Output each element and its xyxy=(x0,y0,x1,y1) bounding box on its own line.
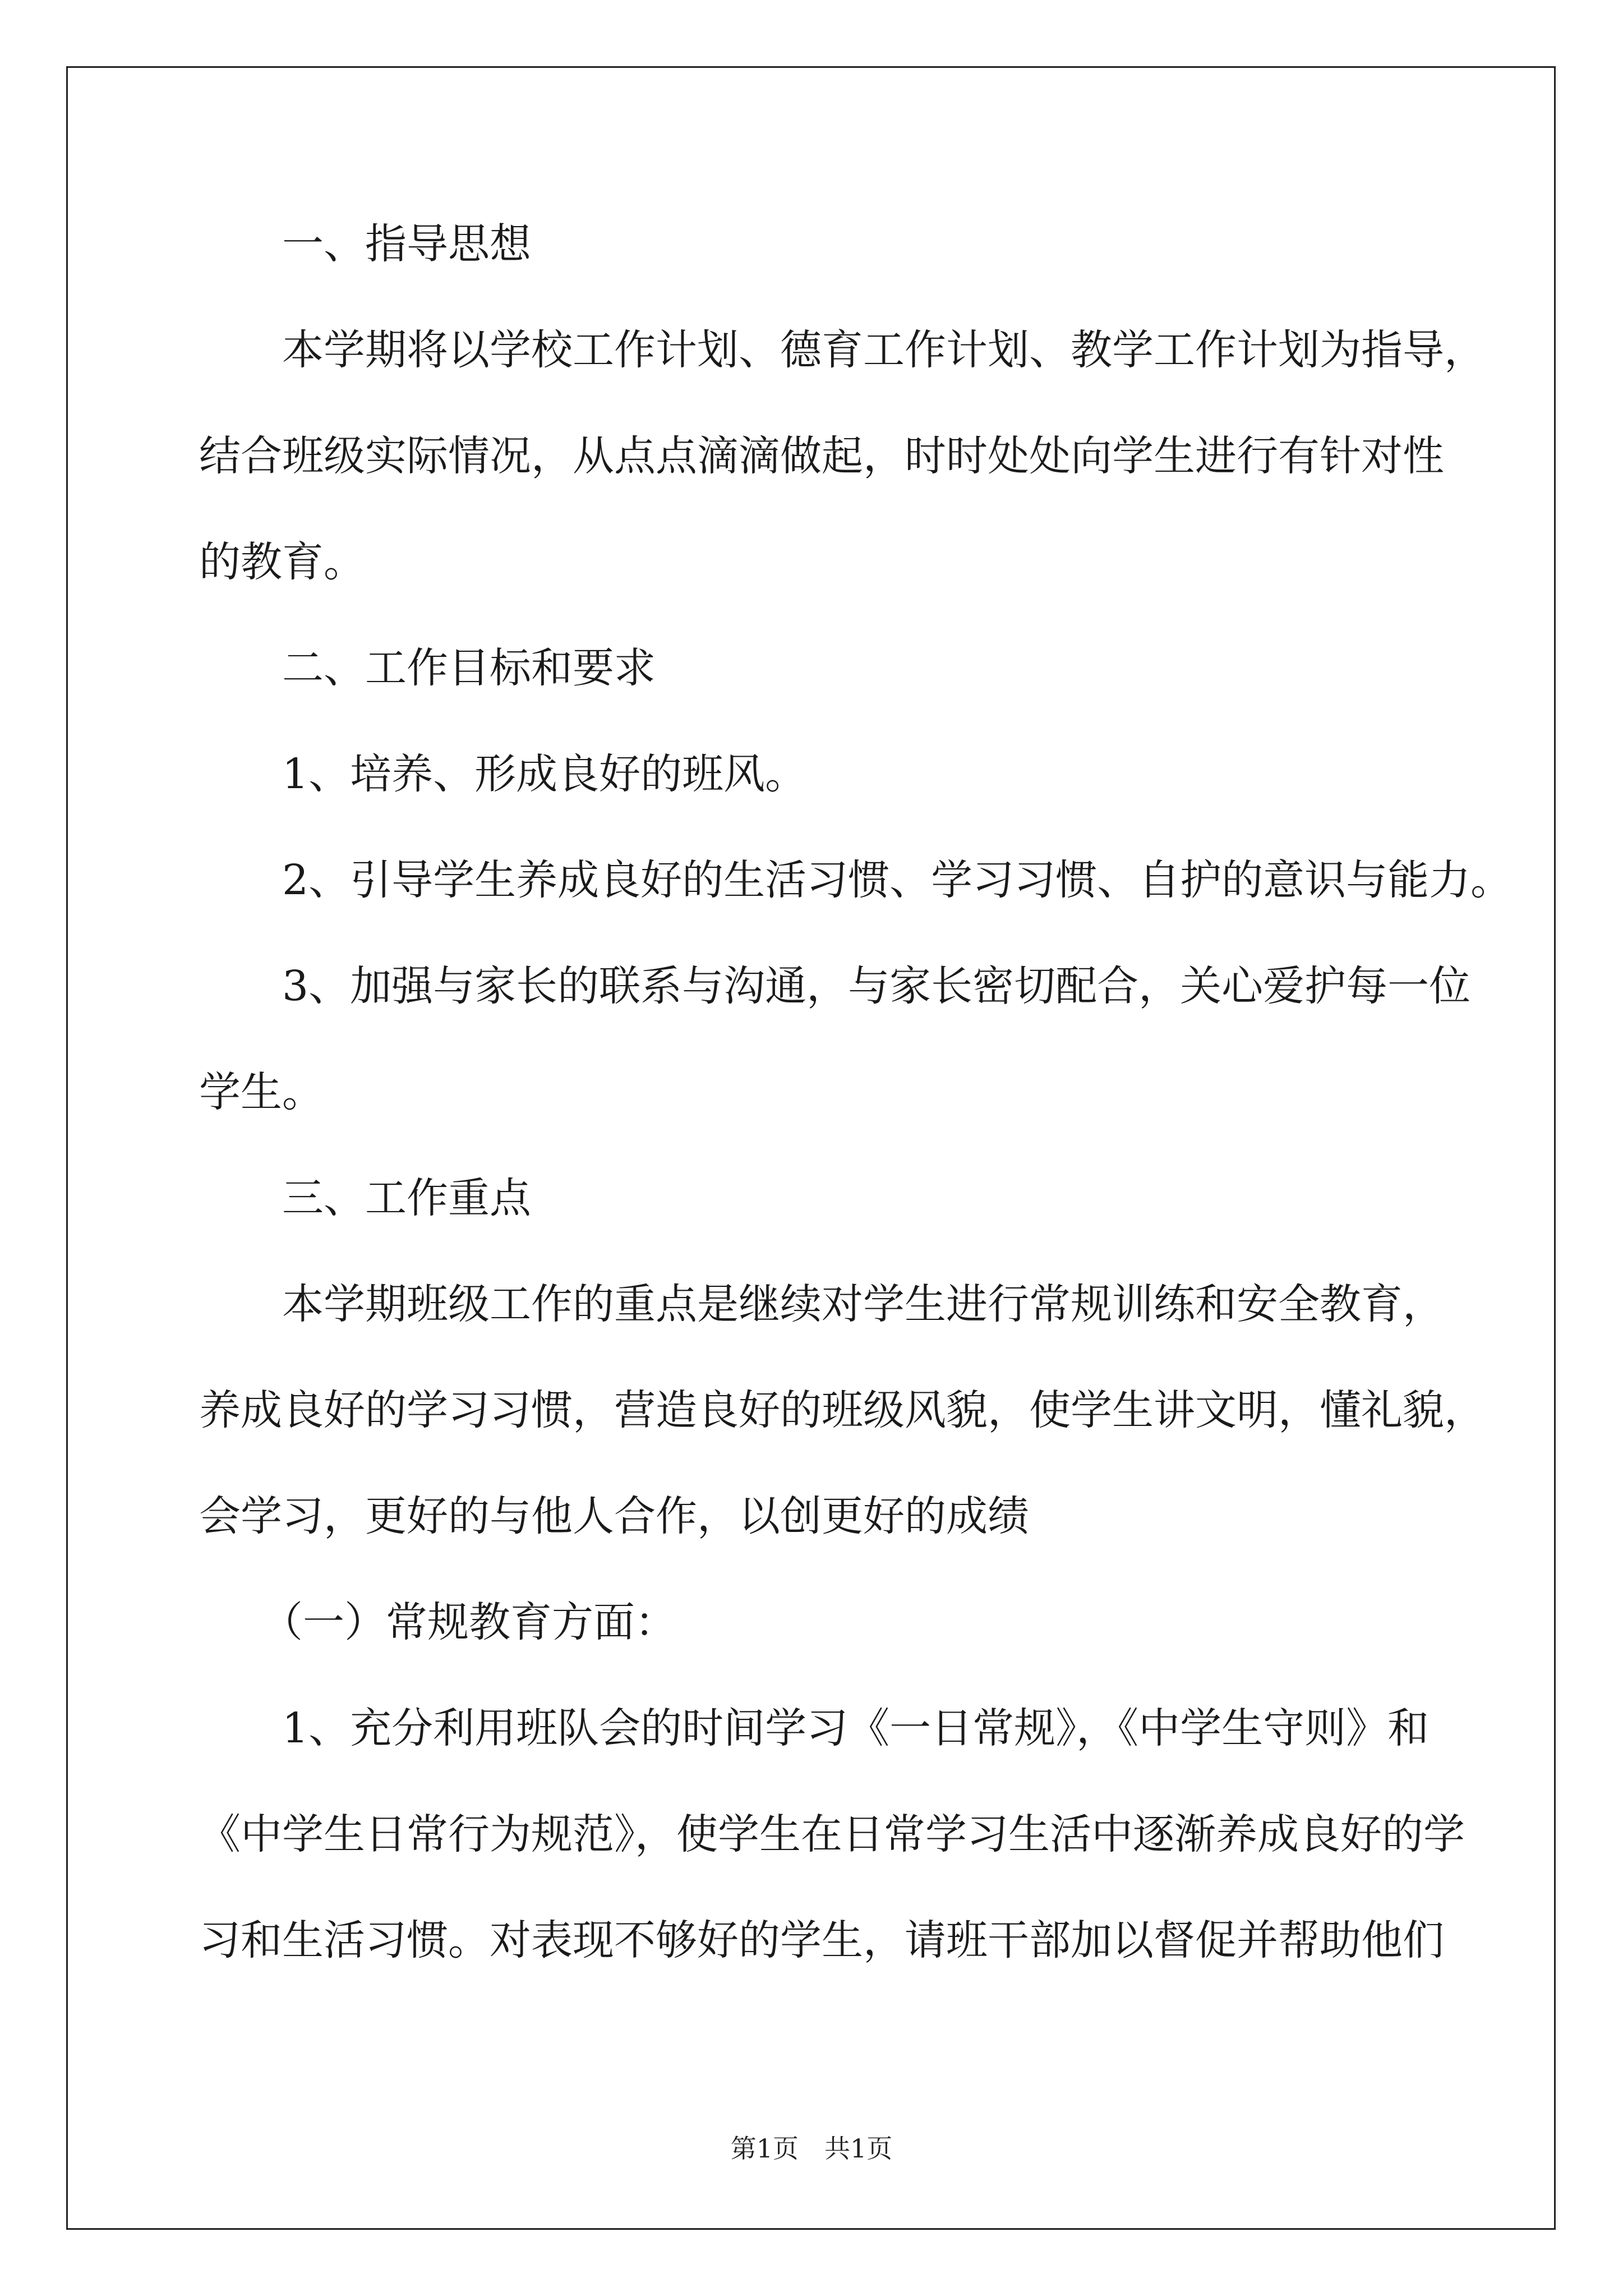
text-line: 会学习，更好的与他人合作，以创更好的成绩 xyxy=(199,1492,1029,1540)
text-line: 1、充分利用班队会的时间学习《一日常规》，《中学生守则》和 xyxy=(199,1704,1430,1752)
text-line: 《中学生日常行为规范》，使学生在日常学习生活中逐渐养成良好的学 xyxy=(199,1810,1465,1858)
text-line: （一）常规教育方面： xyxy=(199,1598,676,1646)
page-border xyxy=(66,66,1556,2230)
text-line: 习和生活习惯。对表现不够好的学生，请班干部加以督促并帮助他们 xyxy=(199,1916,1444,1964)
text-line: 3、加强与家长的联系与沟通，与家长密切配合，关心爱护每一位 xyxy=(199,962,1471,1010)
text-line: 的教育。 xyxy=(199,538,365,586)
text-line: 一、指导思想 xyxy=(199,220,531,268)
text-line: 结合班级实际情况，从点点滴滴做起，时时处处向学生进行有针对性 xyxy=(199,432,1444,480)
text-line: 二、工作目标和要求 xyxy=(199,644,656,692)
text-line: 2、引导学生养成良好的生活习惯、学习习惯、自护的意识与能力。 xyxy=(199,856,1513,904)
text-line: 三、工作重点 xyxy=(199,1174,531,1222)
text-line: 养成良好的学习习惯，营造良好的班级风貌，使学生讲文明，懂礼貌， xyxy=(199,1386,1486,1434)
text-line: 本学期班级工作的重点是继续对学生进行常规训练和安全教育， xyxy=(199,1280,1444,1328)
text-line: 本学期将以学校工作计划、德育工作计划、教学工作计划为指导， xyxy=(199,326,1486,374)
text-line: 学生。 xyxy=(199,1068,324,1116)
text-line: 1、培养、形成良好的班风。 xyxy=(199,750,807,798)
page-number: 第1页 共1页 xyxy=(730,2133,893,2164)
